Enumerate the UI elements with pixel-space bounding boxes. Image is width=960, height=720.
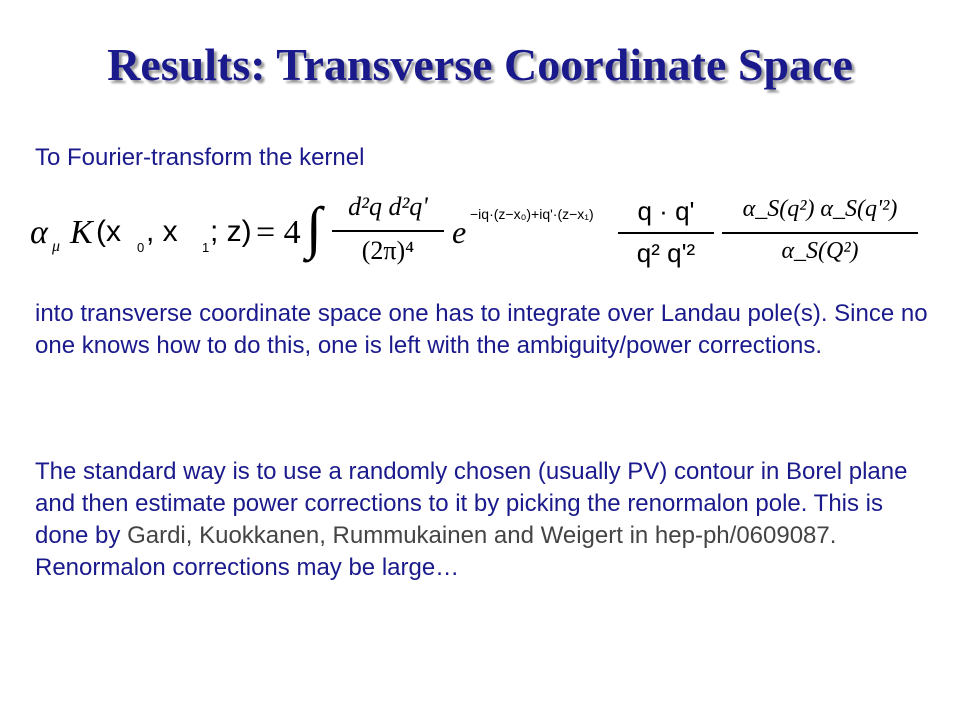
frac3-denominator: α_S(Q²) [781, 238, 859, 264]
integral-sign: ∫ [306, 195, 322, 260]
kernel-formula [30, 186, 930, 286]
frac2-denominator: q² q'² [636, 238, 696, 268]
formula-x0-sub: 0 [137, 240, 145, 255]
frac1-bar [332, 230, 444, 232]
paragraph-standard-way-end: Renormalon corrections may be large… [35, 554, 460, 581]
frac2-numerator: q · q' [637, 196, 695, 226]
frac2-bar [618, 232, 714, 234]
paragraph-landau-pole: into transverse coordinate space one has to integrate over Landau pole(s). Since no one knows how to do this, one is left with the ambiguity/power corrections. [35, 300, 928, 359]
formula-equals: = 4 [256, 214, 301, 251]
formula-K: K [70, 214, 93, 251]
intro-text: To Fourier-transform the kernel [35, 144, 365, 171]
frac3-bar [722, 232, 918, 234]
formula-mu: μ [52, 238, 61, 255]
formula-comma: , x [146, 215, 178, 248]
frac3-numerator: α_S(q²) α_S(q'²) [742, 196, 898, 222]
slide-title: Results: Transverse Coordinate Space [107, 39, 853, 90]
paragraph-standard-way-main: The standard way is to use a randomly chosen (usually PV) contour in Borel plane and then estimate power corrections to it by picking the renormalon pole. This is done by [35, 458, 908, 549]
paragraph-standard-way [35, 456, 935, 584]
exp-e: e [452, 214, 467, 250]
reference-citation: Gardi, Kuokkanen, Rummukainen and Weigert in hep-ph/0609087. [127, 522, 837, 549]
exponent: −iq·(z−x₀)+iq'·(z−x₁) [470, 206, 594, 222]
formula-args: (x [96, 215, 121, 248]
formula-z: ; z) [210, 215, 252, 248]
formula-alpha: α [30, 214, 48, 251]
formula-x1-sub: 1 [202, 240, 210, 255]
frac1-numerator: d²q d²q' [348, 192, 428, 221]
frac1-denominator: (2π)⁴ [361, 236, 415, 265]
